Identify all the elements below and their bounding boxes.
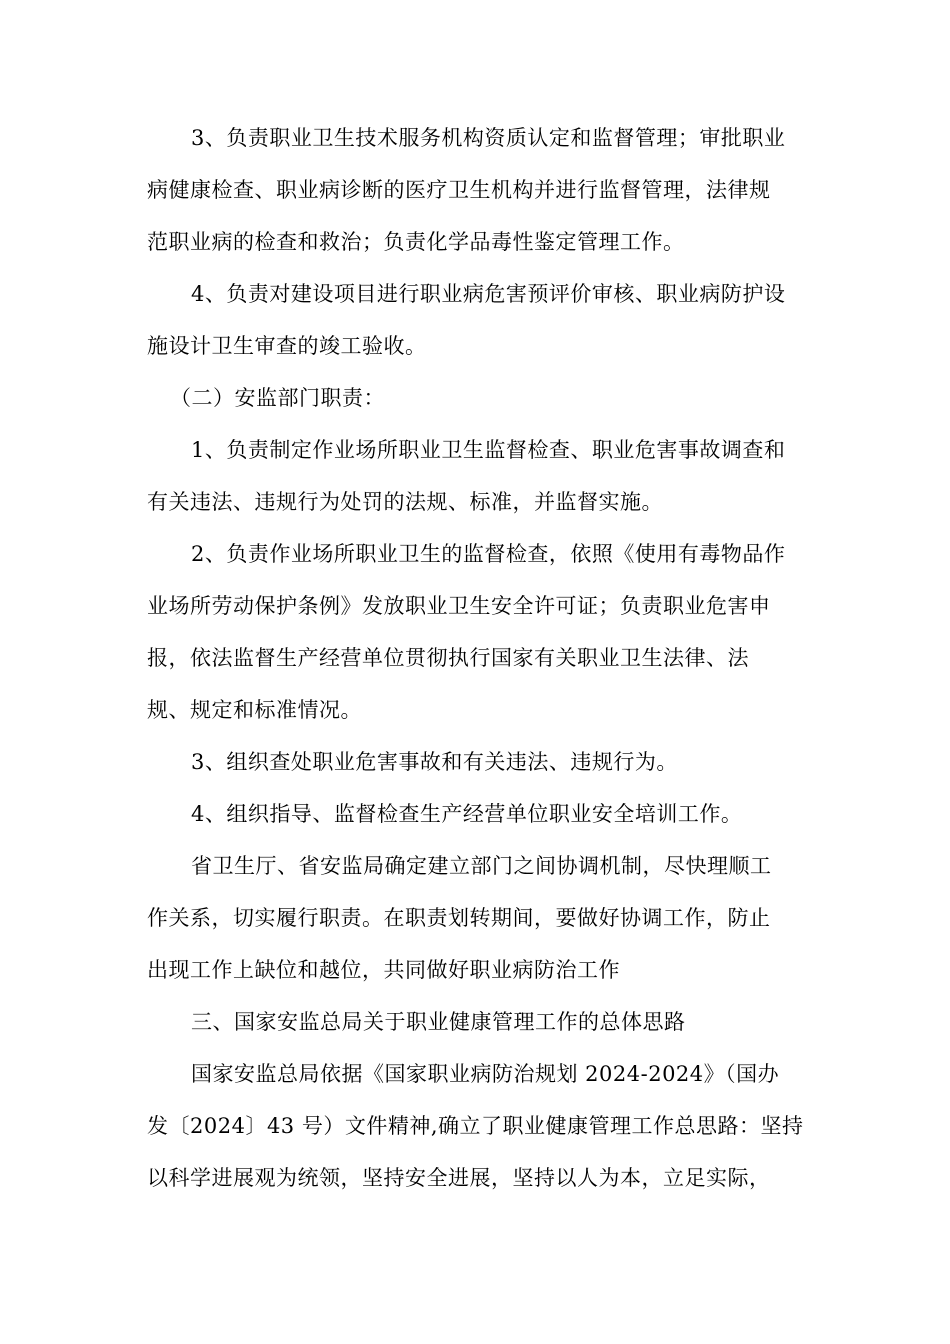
- paragraph-line: 范职业病的检查和救治；负责化学品毒性鉴定管理工作。: [147, 230, 685, 254]
- paragraph-line: 业场所劳动保护条例》发放职业卫生安全许可证；负责职业危害申: [147, 594, 771, 618]
- paragraph-line: 发〔2024〕43 号）文件精神,确立了职业健康管理工作总思路：坚持: [147, 1114, 804, 1138]
- paragraph-line: 作关系，切实履行职责。在职责划转期间，要做好协调工作，防止: [147, 906, 771, 930]
- paragraph-line: 2、负责作业场所职业卫生的监督检查，依照《使用有毒物品作: [191, 542, 786, 566]
- paragraph-line: 以科学进展观为统领，坚持安全进展，坚持以人为本，立足实际，: [147, 1166, 771, 1190]
- paragraph-line: 出现工作上缺位和越位，共同做好职业病防治工作: [147, 958, 620, 982]
- section-heading: 三、国家安监总局关于职业健康管理工作的总体思路: [191, 1010, 686, 1034]
- paragraph-line: 国家安监总局依据《国家职业病防治规划 2024-2024》（国办: [191, 1062, 780, 1086]
- paragraph-line: 规、规定和标准情况。: [147, 698, 362, 722]
- paragraph-line: 有关违法、违规行为处罚的法规、标准，并监督实施。: [147, 490, 663, 514]
- paragraph-line: 3、组织查处职业危害事故和有关违法、违规行为。: [191, 750, 678, 774]
- section-heading: （二）安监部门职责：: [170, 386, 385, 410]
- paragraph-line: 4、负责对建设项目进行职业病危害预评价审核、职业病防护设: [191, 282, 786, 306]
- paragraph-line: 病健康检查、职业病诊断的医疗卫生机构并进行监督管理，法律规: [147, 178, 771, 202]
- paragraph-line: 施设计卫生审查的竣工验收。: [147, 334, 427, 358]
- paragraph-line: 1、负责制定作业场所职业卫生监督检查、职业危害事故调查和: [191, 438, 786, 462]
- paragraph-line: 3、负责职业卫生技术服务机构资质认定和监督管理；审批职业: [191, 126, 786, 150]
- paragraph-line: 报，依法监督生产经营单位贯彻执行国家有关职业卫生法律、法: [147, 646, 749, 670]
- paragraph-line: 省卫生厅、省安监局确定建立部门之间协调机制，尽快理顺工: [191, 854, 772, 878]
- paragraph-line: 4、组织指导、监督检查生产经营单位职业安全培训工作。: [191, 802, 743, 826]
